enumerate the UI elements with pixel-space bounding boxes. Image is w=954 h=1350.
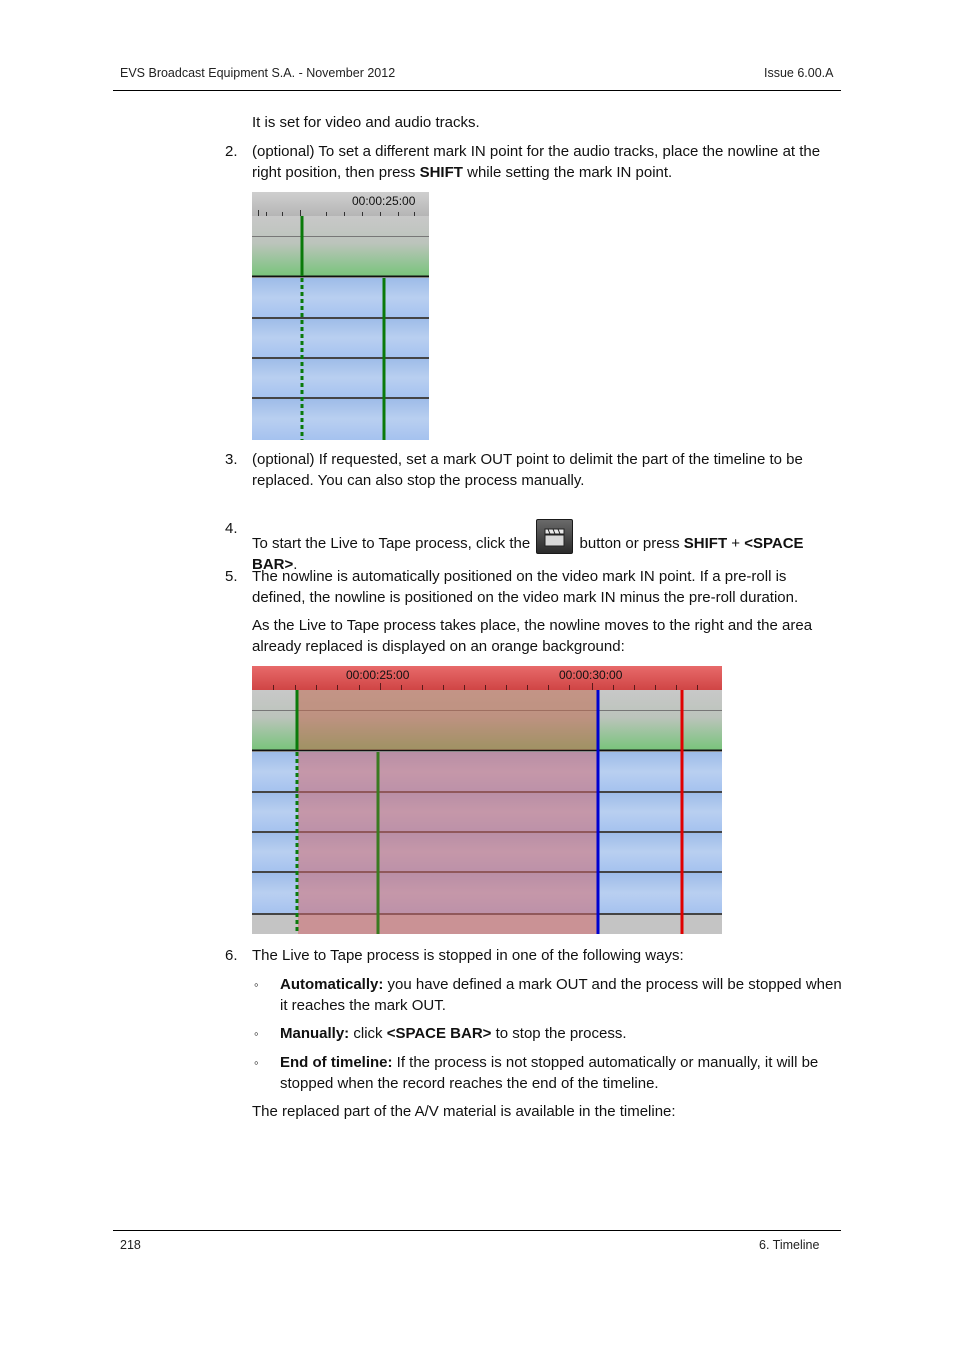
bullet-automatically: Automatically: you have defined a mark OUT and the process will be stopped when it reaches the mark OUT. (280, 976, 842, 1014)
footer-section: 6. Timeline (759, 1238, 820, 1252)
page-number: 218 (120, 1238, 141, 1252)
timeline-figure-2 (252, 666, 722, 934)
ruler-recording (252, 666, 722, 690)
space-bar-key: <SPACE BAR> (252, 535, 804, 573)
space-bar-key: <SPACE BAR> (386, 1025, 492, 1042)
closing-text: The replaced part of the A/V material is available in the timeline: (252, 1103, 676, 1120)
header-right: Issue 6.00.A (764, 66, 834, 80)
step-4-text: To start the Live to Tape process, click the button or press SHIFT + <SPACE BAR>. (252, 519, 842, 575)
shift-key: SHIFT (419, 163, 463, 181)
replaced-area-video (298, 690, 597, 750)
timecode-label-1: 00:00:25:00 (346, 668, 410, 682)
audio-track-1 (252, 278, 429, 318)
step-5-paragraph: As the Live to Tape process takes place, the nowline moves to the right and the area already replaced is displayed on an orange background: (252, 617, 813, 655)
step-2-number: 2. (225, 143, 238, 160)
step-5-number: 5. (225, 568, 238, 585)
bullet-mark: ◦ (254, 1026, 259, 1041)
shift-key: SHIFT (683, 535, 728, 552)
step-5-text: The nowline is automatically positioned on the video mark IN point. If a pre-roll is defined, the nowline is positioned on the video mark IN minus the pre-roll duration. (252, 568, 799, 606)
audio-track-3 (252, 358, 429, 398)
step-4-number: 4. (225, 520, 238, 537)
timecode-label-2: 00:00:30:00 (559, 668, 623, 682)
intro-text: It is set for video and audio tracks. (252, 114, 480, 131)
bullet-manually: Manually: click <SPACE BAR> to stop the process. (280, 1025, 627, 1042)
audio-track-4 (252, 398, 429, 440)
step-3-number: 3. (225, 451, 238, 468)
step-2-text: (optional) To set a different mark IN point for the audio tracks, place the nowline at the right position, then press SHIFT while setting the mark IN point. (252, 143, 821, 181)
bullet-mark: ◦ (254, 977, 259, 992)
audio-track-2 (252, 318, 429, 358)
timecode-label: 00:00:25:00 (352, 194, 416, 208)
step-6-number: 6. (225, 947, 238, 964)
footer-rule (113, 1230, 841, 1231)
step-3-text: (optional) If requested, set a mark OUT point to delimit the part of the timeline to be replaced. You can also stop the process manually. (252, 451, 803, 489)
clapperboard-icon[interactable] (536, 519, 573, 554)
bullet-mark: ◦ (254, 1055, 259, 1070)
video-track (252, 216, 429, 276)
header-rule (113, 90, 841, 91)
timeline-figure-1 (252, 192, 429, 440)
header-left: EVS Broadcast Equipment S.A. - November 2012 (120, 66, 396, 80)
replaced-area-audio (298, 752, 597, 934)
step-6-text: The Live to Tape process is stopped in one of the following ways: (252, 947, 684, 964)
bullet-end-of-timeline: End of timeline: If the process is not stopped automatically or manually, it will be stopped when the record reaches the end of the timeline. (280, 1054, 819, 1092)
